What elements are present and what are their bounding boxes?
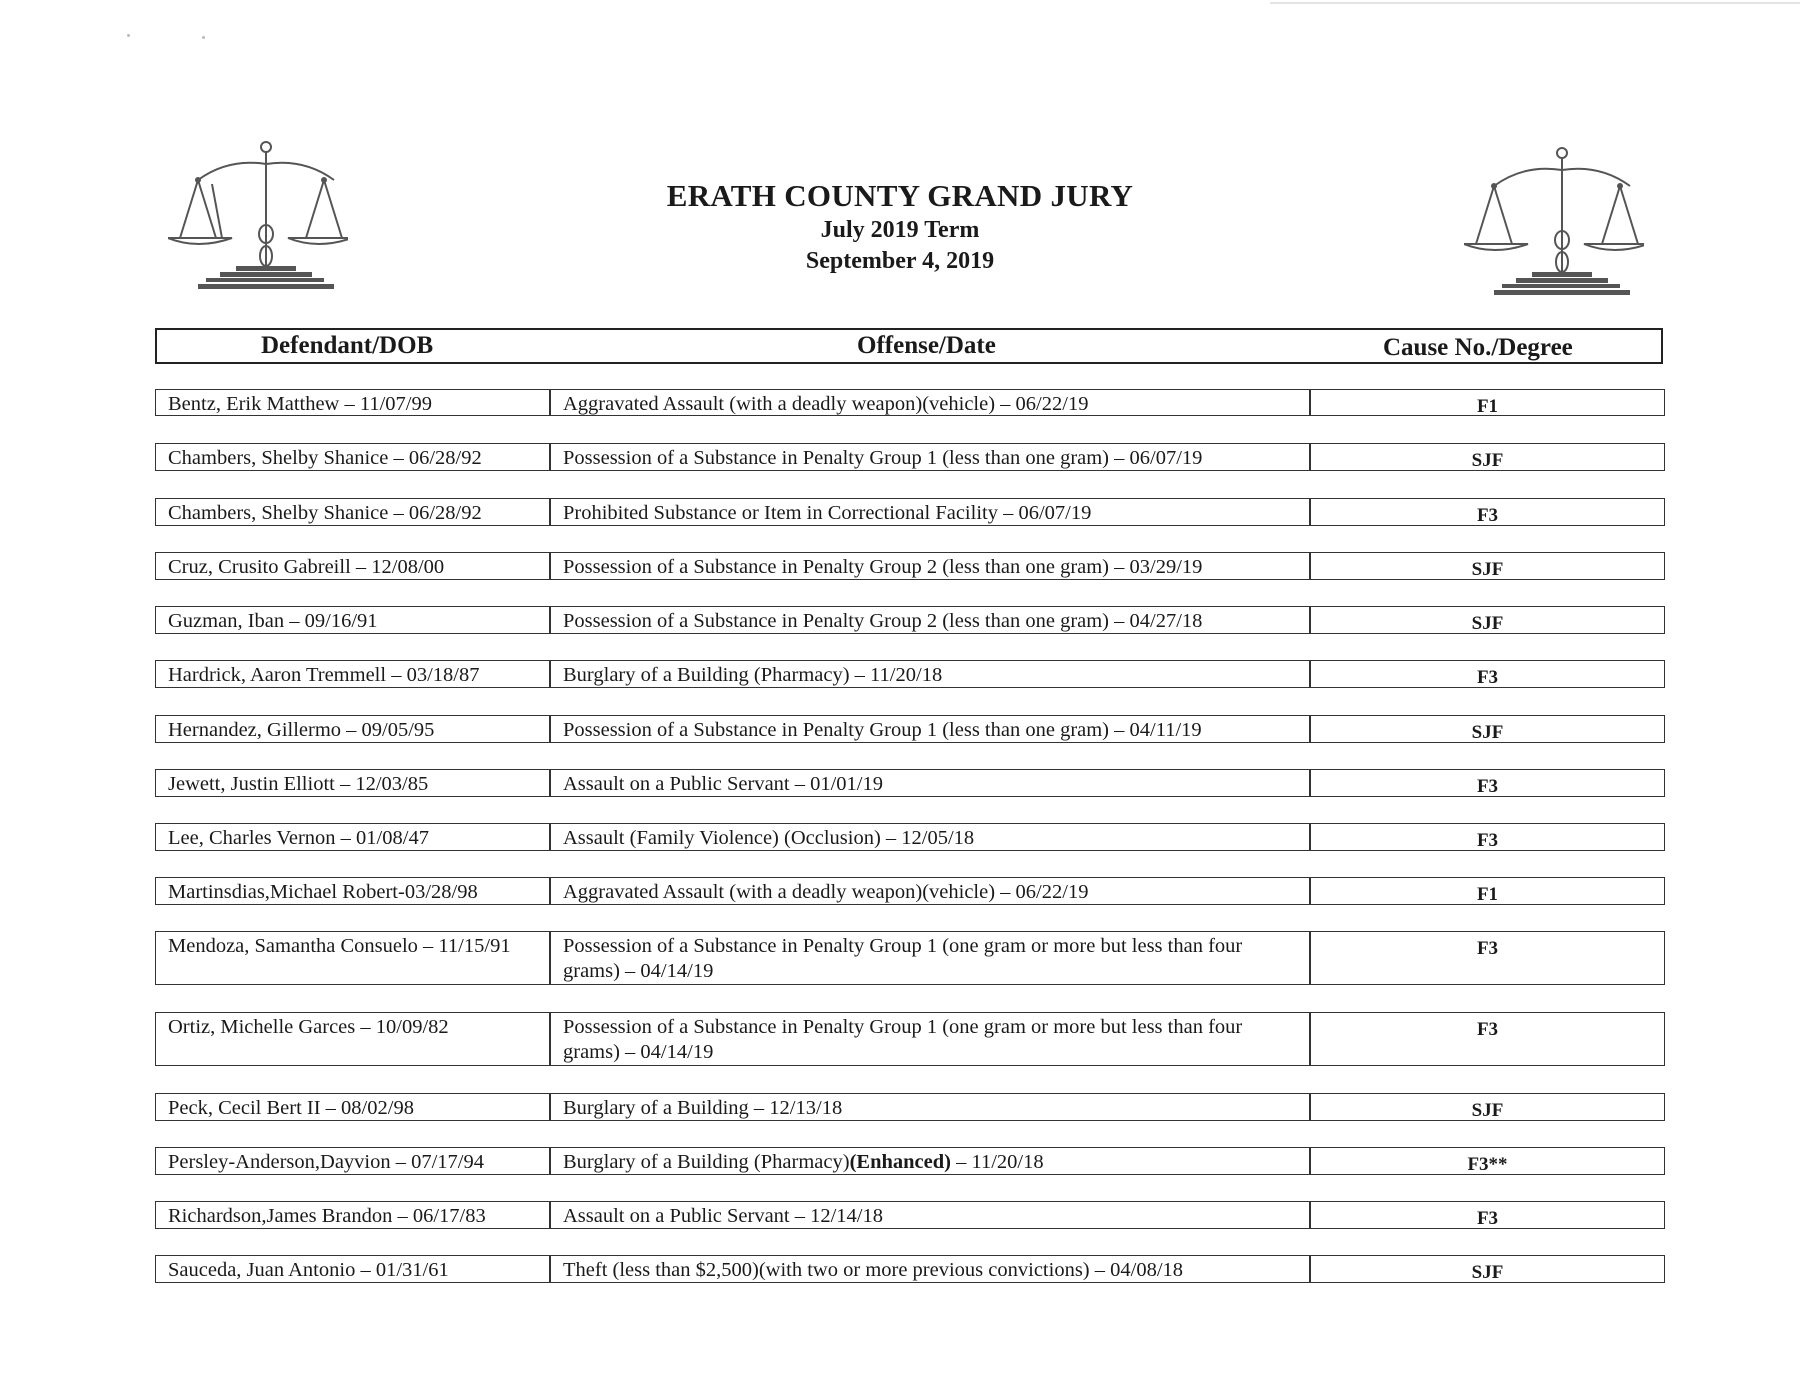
defendant-cell: Cruz, Crusito Gabreill – 12/08/00 bbox=[155, 552, 550, 580]
offense-cell: Possession of a Substance in Penalty Group 1 (one gram or more but less than four grams) – 04/14/19 bbox=[550, 931, 1310, 985]
table-header bbox=[155, 328, 1663, 364]
offense-cell: Possession of a Substance in Penalty Group 1 (less than one gram) – 04/11/19 bbox=[550, 715, 1310, 743]
degree-cell: F3 bbox=[1310, 1201, 1665, 1229]
defendant-cell: Ortiz, Michelle Garces – 10/09/82 bbox=[155, 1012, 550, 1066]
degree-cell: F3 bbox=[1310, 823, 1665, 851]
defendant-cell: Chambers, Shelby Shanice – 06/28/92 bbox=[155, 443, 550, 471]
scan-edge-line bbox=[1270, 2, 1800, 4]
degree-cell: F3 bbox=[1310, 1012, 1665, 1066]
table-row bbox=[155, 715, 1665, 743]
column-header-cause: Cause No./Degree bbox=[1383, 334, 1573, 361]
degree-cell: SJF bbox=[1310, 1093, 1665, 1121]
defendant-cell: Persley-Anderson,Dayvion – 07/17/94 bbox=[155, 1147, 550, 1175]
degree-cell: F3 bbox=[1310, 931, 1665, 985]
table-row bbox=[155, 606, 1665, 634]
table-row bbox=[155, 877, 1665, 905]
table-row bbox=[155, 1201, 1665, 1229]
defendant-cell: Mendoza, Samantha Consuelo – 11/15/91 bbox=[155, 931, 550, 985]
offense-cell: Assault on a Public Servant – 01/01/19 bbox=[550, 769, 1310, 797]
offense-cell: Prohibited Substance or Item in Correctional Facility – 06/07/19 bbox=[550, 498, 1310, 526]
defendant-cell: Peck, Cecil Bert II – 08/02/98 bbox=[155, 1093, 550, 1121]
defendant-cell: Lee, Charles Vernon – 01/08/47 bbox=[155, 823, 550, 851]
offense-text: Burglary of a Building (Pharmacy) bbox=[563, 1151, 850, 1173]
defendant-cell: Sauceda, Juan Antonio – 01/31/61 bbox=[155, 1255, 550, 1283]
degree-cell: SJF bbox=[1310, 715, 1665, 743]
table-row bbox=[155, 769, 1665, 797]
offense-cell: Aggravated Assault (with a deadly weapon)(vehicle) – 06/22/19 bbox=[550, 389, 1310, 416]
offense-cell: Possession of a Substance in Penalty Group 1 (less than one gram) – 06/07/19 bbox=[550, 443, 1310, 471]
table-row bbox=[155, 498, 1665, 526]
table-row bbox=[155, 1093, 1665, 1121]
document-header bbox=[0, 178, 1800, 275]
column-header-defendant: Defendant/DOB bbox=[261, 332, 434, 359]
degree-cell: F3 bbox=[1310, 769, 1665, 797]
document-title: ERATH COUNTY GRAND JURY bbox=[666, 178, 1134, 213]
degree-cell: F3** bbox=[1310, 1147, 1665, 1175]
enhanced-label: (Enhanced) bbox=[849, 1151, 951, 1173]
degree-cell: SJF bbox=[1310, 552, 1665, 580]
offense-cell: Possession of a Substance in Penalty Group 2 (less than one gram) – 04/27/18 bbox=[550, 606, 1310, 634]
table-row bbox=[155, 389, 1665, 416]
offense-cell: Aggravated Assault (with a deadly weapon)(vehicle) – 06/22/19 bbox=[550, 877, 1310, 905]
defendant-cell: Martinsdias,Michael Robert-03/28/98 bbox=[155, 877, 550, 905]
defendant-cell: Chambers, Shelby Shanice – 06/28/92 bbox=[155, 498, 550, 526]
table-row bbox=[155, 931, 1665, 985]
offense-cell: Theft (less than $2,500)(with two or more previous convictions) – 04/08/18 bbox=[550, 1255, 1310, 1283]
degree-cell: SJF bbox=[1310, 606, 1665, 634]
degree-cell: F1 bbox=[1310, 389, 1665, 416]
degree-cell: SJF bbox=[1310, 443, 1665, 471]
session-date: September 4, 2019 bbox=[805, 248, 995, 274]
offense-cell: Possession of a Substance in Penalty Group 2 (less than one gram) – 03/29/19 bbox=[550, 552, 1310, 580]
offense-cell: Burglary of a Building (Pharmacy) – 11/20/18 bbox=[550, 660, 1310, 688]
defendant-cell: Jewett, Justin Elliott – 12/03/85 bbox=[155, 769, 550, 797]
offense-cell: Possession of a Substance in Penalty Group 1 (one gram or more but less than four grams) – 04/14/19 bbox=[550, 1012, 1310, 1066]
defendant-cell: Guzman, Iban – 09/16/91 bbox=[155, 606, 550, 634]
offense-cell: Assault on a Public Servant – 12/14/18 bbox=[550, 1201, 1310, 1229]
table-row bbox=[155, 1147, 1665, 1175]
scan-speck bbox=[202, 36, 205, 39]
degree-cell: F3 bbox=[1310, 498, 1665, 526]
table-row bbox=[155, 823, 1665, 851]
defendant-cell: Hernandez, Gillermo – 09/05/95 bbox=[155, 715, 550, 743]
degree-cell: F1 bbox=[1310, 877, 1665, 905]
column-header-offense: Offense/Date bbox=[857, 332, 996, 359]
defendant-cell: Bentz, Erik Matthew – 11/07/99 bbox=[155, 389, 550, 416]
offense-cell: Assault (Family Violence) (Occlusion) – 12/05/18 bbox=[550, 823, 1310, 851]
degree-cell: F3 bbox=[1310, 660, 1665, 688]
table-row bbox=[155, 1012, 1665, 1066]
table-row bbox=[155, 660, 1665, 688]
scan-speck bbox=[127, 34, 130, 37]
table-row bbox=[155, 1255, 1665, 1283]
defendant-cell: Hardrick, Aaron Tremmell – 03/18/87 bbox=[155, 660, 550, 688]
term-label: July 2019 Term bbox=[820, 217, 980, 243]
offense-cell: Burglary of a Building – 12/13/18 bbox=[550, 1093, 1310, 1121]
offense-date: – 11/20/18 bbox=[950, 1151, 1044, 1173]
degree-cell: SJF bbox=[1310, 1255, 1665, 1283]
table-row bbox=[155, 443, 1665, 471]
table-row bbox=[155, 552, 1665, 580]
defendant-cell: Richardson,James Brandon – 06/17/83 bbox=[155, 1201, 550, 1229]
offense-cell bbox=[550, 1147, 1310, 1175]
